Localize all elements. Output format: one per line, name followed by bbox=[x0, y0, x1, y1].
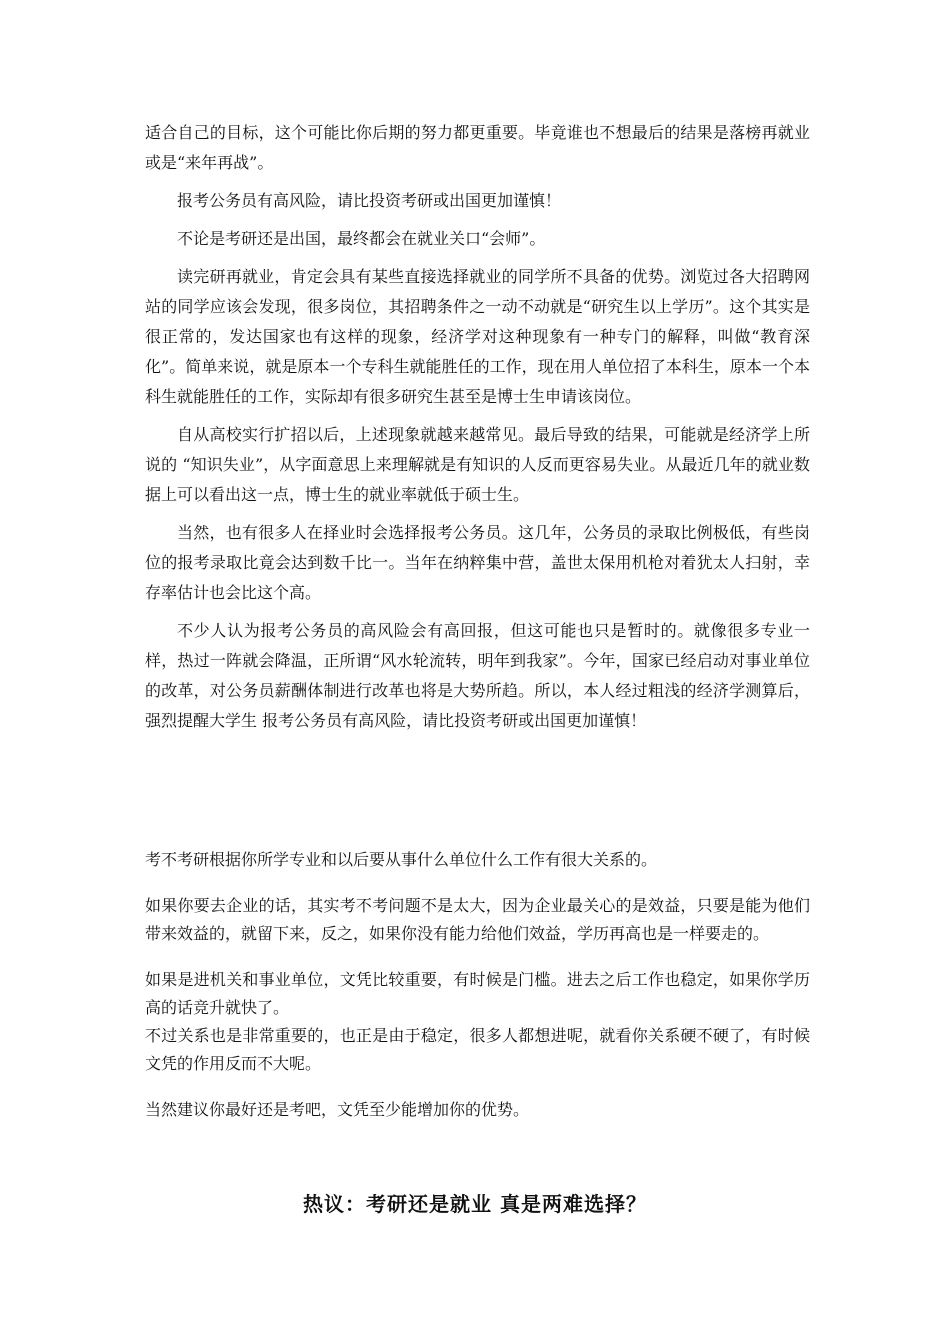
paragraph-continuation: 适合自己的目标，这个可能比你后期的努力都更重要。毕竟谁也不想最后的结果是落榜再就业或是“来年再战”。 bbox=[145, 123, 810, 172]
paragraph-employment-meeting: 不论是考研还是出国，最终都会在就业关口“会师”。 bbox=[177, 229, 546, 248]
article-section-two bbox=[145, 846, 810, 1124]
paragraph-civil-service-ratio: 当然，也有很多人在择业时会选择报考公务员。这几年，公务员的录取比例极低，有些岗位的报考录取比竟会达到数千比一。当年在纳粹集中营，盖世太保用机枪对着犹太人扫射，幸存率估计也会比这个高。 bbox=[145, 523, 810, 602]
article-title: 热议：考研还是就业 真是两难选择？ bbox=[303, 1192, 647, 1216]
paragraph-connections: 不过关系也是非常重要的，也正是由于稳定，很多人都想进呢，就看你关系硬不硬了，有时候文凭的作用反而不大呢。 bbox=[145, 1026, 810, 1073]
paragraph-institutions: 如果是进机关和事业单位，文凭比较重要，有时候是门槛。进去之后工作也稳定，如果你学历高的话竞升就快了。 bbox=[145, 970, 810, 1017]
paragraph-enterprise: 如果你要去企业的话，其实考不考问题不是太大，因为企业最关心的是效益，只要是能为他们带来效益的，就留下来，反之，如果你没有能力给他们效益，学历再高也是一样要走的。 bbox=[145, 896, 810, 943]
paragraph-education-deepening: 读完研再就业，肯定会具有某些直接选择就业的同学所不具备的优势。浏览过各大招聘网站的同学应该会发现，很多岗位，其招聘条件之一动不动就是“研究生以上学历”。这个其实是很正常的，发达国家也有这样的现象，经济学对这种现象有一种专门的解释，叫做“教育深化”。简单来说，就是原本一个专科生就能胜任的工作，现在用人单位招了本科生，原本一个本科生就能胜任的工作，实际却有很多研究生甚至是博士生申请该岗位。 bbox=[145, 267, 810, 406]
paragraph-suggestion: 当然建议你最好还是考吧，文凭至少能增加你的优势。 bbox=[145, 1100, 530, 1119]
paragraph-knowledge-unemployment: 自从高校实行扩招以后，上述现象就越来越常见。最后导致的结果，可能就是经济学上所说的 “知识失业”，从字面意思上来理解就是有知识的人反而更容易失业。从最近几年的就业数据上可以看出这一点，博士生的就业率就低于硕士生。 bbox=[145, 425, 810, 504]
paragraph-high-risk-advice: 不少人认为报考公务员的高风险会有高回报，但这可能也只是暂时的。就像很多专业一样，热过一阵就会降温，正所谓“风水轮流转，明年到我家”。今年，国家已经启动对事业单位的改革，对公务员薪酬体制进行改革也将是大势所趋。所以，本人经过粗浅的经济学测算后，强烈提醒大学生 报考公务员有高风险，请比投资考研或出国更加谨慎！ bbox=[145, 621, 810, 730]
article-section-one bbox=[145, 118, 810, 744]
paragraph-major-dependence: 考不考研根据你所学专业和以后要从事什么单位什么工作有很大关系的。 bbox=[145, 850, 658, 869]
paragraph-civil-service-warning: 报考公务员有高风险，请比投资考研或出国更加谨慎！ bbox=[177, 191, 562, 210]
